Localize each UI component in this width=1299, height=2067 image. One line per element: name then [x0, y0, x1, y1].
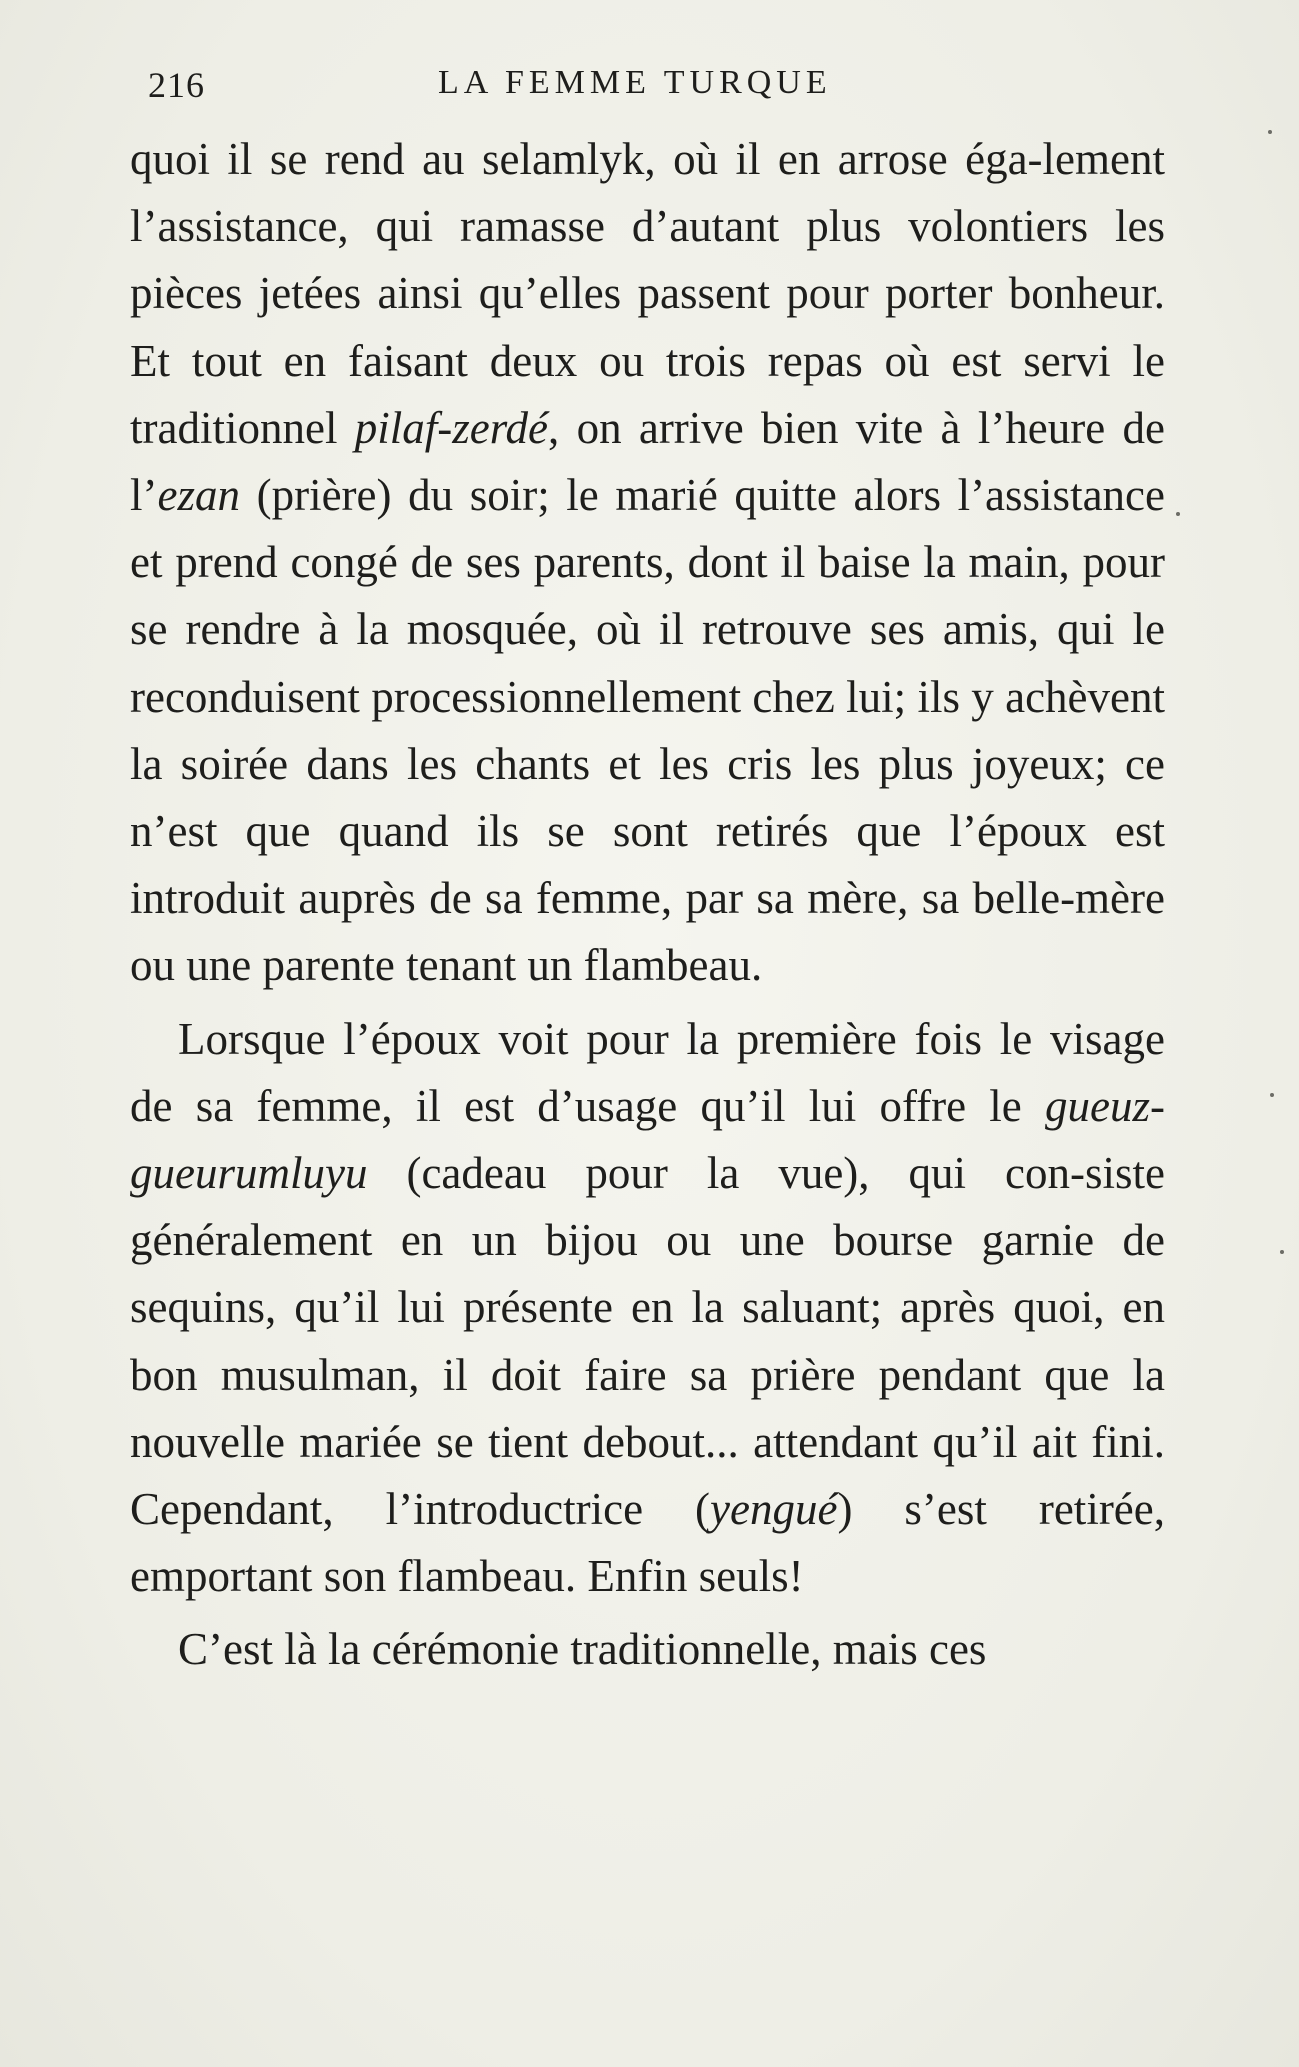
paragraph-3 — [130, 1616, 1165, 1683]
page-number: 216 — [148, 65, 205, 105]
body-text — [130, 126, 1165, 1684]
text-run: quoi il se rend au selamlyk, où il en arrose éga-lement l’assistance, qui ramasse d’autant plus volontiers les pièces jetées ainsi qu’elles passent pour porter bonheur. Et tout en faisant deux ou trois repas où est servi le traditionnel — [130, 134, 1165, 453]
paragraph-2 — [130, 1006, 1165, 1611]
paper-speck — [1268, 130, 1272, 134]
text-run: ) s’est retirée, emportant son flambeau. Enfin seuls! — [130, 1484, 1165, 1602]
italic-term-ezan: ezan — [157, 470, 240, 521]
text-run: C’est là la cérémonie traditionnelle, mais ces — [178, 1624, 987, 1675]
italic-term-gueuz-gueurumluyu: gueuz-gueurumluyu — [130, 1080, 1165, 1199]
text-run: (prière) du soir; le marié quitte alors l’assistance et prend congé de ses parents, dont il baise la main, pour se rendre à la mosquée, où il retrouve ses amis, qui le reconduisent processionnellement chez lui; ils y achèvent la soirée dans les chants et les cris les plus joyeux; ce n’est que quand ils se sont retirés que l’époux est introduit auprès de sa femme, par sa mère, sa belle-mère ou une parente tenant un flambeau. — [130, 470, 1165, 991]
text-run: (cadeau pour la vue), qui con-siste généralement en un bijou ou une bourse garnie de sequins, qu’il lui présente en la saluant; après quoi, en bon musulman, il doit faire sa prière pendant que la nouvelle mariée se tient debout... attendant qu’il ait fini. Cependant, l’introductrice ( — [130, 1148, 1165, 1535]
text-run: , on arrive bien vite à l’heure de l’ — [130, 402, 1165, 521]
paragraph-1 — [130, 126, 1165, 1000]
italic-term-yengue: yengué — [710, 1484, 838, 1535]
text-run: Lorsque l’époux voit pour la première fois le visage de sa femme, il est d’usage qu’il lui offre le — [130, 1013, 1165, 1131]
running-head — [148, 64, 1164, 114]
paper-speck — [1176, 512, 1180, 516]
running-title: LA FEMME TURQUE — [438, 64, 832, 101]
italic-term-pilaf-zerde: pilaf-zerdé — [354, 402, 549, 453]
paper-speck — [1280, 1250, 1284, 1254]
paper-speck — [1270, 1093, 1274, 1097]
